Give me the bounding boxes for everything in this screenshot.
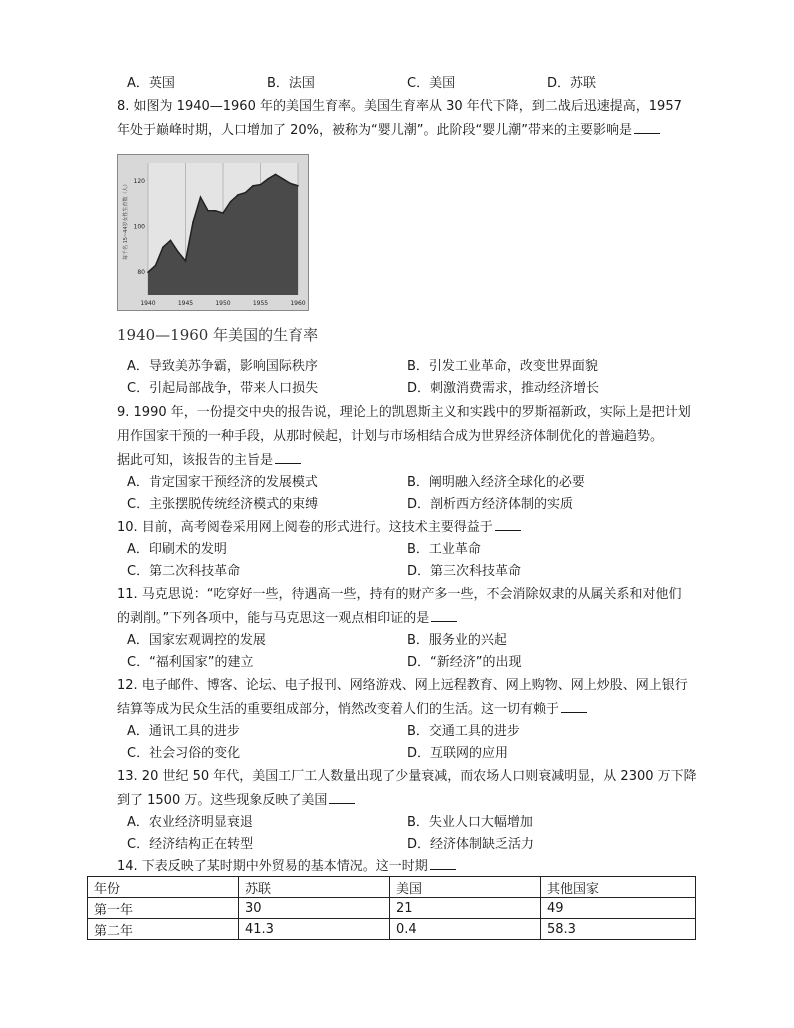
chart-data-point <box>275 174 277 176</box>
chart-data-point <box>162 246 164 248</box>
chart-data-point <box>200 196 202 198</box>
table-cell: 49 <box>541 898 696 919</box>
chart-data-point <box>297 185 299 187</box>
q10-option-b[interactable]: B．工业革命 <box>407 542 481 557</box>
q11-option-c[interactable]: C．“福利国家”的建立 <box>127 655 254 670</box>
q8-option-a[interactable]: A．导致美苏争霸，影响国际秩序 <box>127 359 318 374</box>
chart-data-point <box>260 184 262 186</box>
chart-data-point <box>237 194 239 196</box>
chart-data-point <box>282 178 284 180</box>
q7-option-d[interactable]: D．苏联 <box>547 76 597 91</box>
chart-svg <box>118 155 308 310</box>
q11-option-d[interactable]: D．“新经济”的出现 <box>407 655 522 670</box>
q10-option-d[interactable]: D．第三次科技革命 <box>407 564 522 579</box>
q9-option-b[interactable]: B．阐明融入经济全球化的必要 <box>407 475 585 490</box>
table-cell: 21 <box>390 898 541 919</box>
chart-caption: 1940—1960 年美国的生育率 <box>117 326 319 344</box>
q8-option-b[interactable]: B．引发工业革命，改变世界面貌 <box>407 359 598 374</box>
trade-table <box>87 876 696 940</box>
q9-option-c[interactable]: C．主张摆脱传统经济模式的束缚 <box>127 497 319 512</box>
q12-option-d[interactable]: D．互联网的应用 <box>407 746 509 761</box>
chart-xtick-label: 1940 <box>140 300 156 307</box>
q13-option-d[interactable]: D．经济体制缺乏活力 <box>407 837 535 852</box>
q8-stem-line2: 年处于巅峰时期，人口增加了 20%，被称为“婴儿潮”。此阶段“婴儿潮”带来的主要影响是 <box>117 120 660 142</box>
chart-ytick-label: 80 <box>137 269 145 277</box>
chart-data-point <box>155 265 157 267</box>
table-cell: 第二年 <box>88 919 239 940</box>
table-cell: 第一年 <box>88 898 239 919</box>
chart-data-point <box>252 185 254 187</box>
chart-ylabel: 每千名 15~44岁女性生育数（人） <box>123 181 129 260</box>
chart-data-point <box>177 251 179 253</box>
chart-data-point <box>215 210 217 212</box>
q9-option-a[interactable]: A．肯定国家干预经济的发展模式 <box>127 475 318 490</box>
q12-option-c[interactable]: C．社会习俗的变化 <box>127 746 241 761</box>
chart-data-point <box>245 192 247 194</box>
q12-option-a[interactable]: A．通讯工具的进步 <box>127 724 240 739</box>
q11-stem-line1: 11. 马克思说：“吃穿好一些，待遇高一些，持有的财产多一些，不会消除奴隶的从属关系和对他们 <box>117 587 682 602</box>
chart-data-point <box>290 183 292 185</box>
q8-option-d[interactable]: D．刺激消费需求，推动经济增长 <box>407 381 600 396</box>
chart-data-point <box>230 201 232 203</box>
table-row <box>88 919 696 940</box>
q13-option-a[interactable]: A．农业经济明显衰退 <box>127 815 253 830</box>
chart-data-point <box>192 221 194 223</box>
chart-data-point <box>185 260 187 262</box>
table-header-cell: 年份 <box>88 877 239 898</box>
q13-option-b[interactable]: B．失业人口大幅增加 <box>407 815 533 830</box>
answer-blank <box>495 518 521 531</box>
table-row <box>88 898 696 919</box>
q11-option-b[interactable]: B．服务业的兴起 <box>407 633 507 648</box>
q9-stem-line1: 9. 1990 年，一份提交中央的报告说，理论上的凯恩斯主义和实践中的罗斯福新政，实际上是把计划 <box>117 405 691 420</box>
answer-blank <box>634 121 660 134</box>
q7-option-c[interactable]: C．美国 <box>407 76 456 91</box>
table-cell: 0.4 <box>390 919 541 940</box>
table-cell: 41.3 <box>239 919 390 940</box>
q10-option-a[interactable]: A．印刷术的发明 <box>127 542 227 557</box>
chart-xtick-label: 1960 <box>290 300 306 307</box>
chart-xtick-label: 1945 <box>177 300 194 307</box>
answer-blank <box>431 609 457 622</box>
table-header-cell: 苏联 <box>239 877 390 898</box>
q7-option-b[interactable]: B．法国 <box>267 76 315 91</box>
q13-stem-line1: 13. 20 世纪 50 年代，美国工厂工人数量出现了少量衰减，而农场人口则衰减明显，从 2300 万下降 <box>117 769 697 784</box>
table-header-row <box>88 877 696 898</box>
table-cell: 58.3 <box>541 919 696 940</box>
chart-xtick-label: 1950 <box>215 300 231 307</box>
q9-stem-line2: 用作国家干预的一种手段，从那时候起，计划与市场相结合成为世界经济体制优化的普遍趋势。 <box>117 429 664 444</box>
chart-data-point <box>222 212 224 214</box>
answer-blank <box>430 857 456 870</box>
chart-data-point <box>267 178 269 180</box>
q10-stem-line1: 10. 目前，高考阅卷采用网上阅卷的形式进行。这技术主要得益于 <box>117 517 521 539</box>
q13-option-c[interactable]: C．经济结构正在转型 <box>127 837 254 852</box>
q8-option-c[interactable]: C．引起局部战争，带来人口损失 <box>127 381 319 396</box>
table-header-cell: 其他国家 <box>541 877 696 898</box>
q7-option-a[interactable]: A．英国 <box>127 76 175 91</box>
chart-data-point <box>147 271 149 273</box>
answer-blank <box>329 791 355 804</box>
answer-blank <box>275 451 301 464</box>
table-header-cell: 美国 <box>390 877 541 898</box>
chart-ytick-label: 120 <box>133 178 145 186</box>
birth-rate-chart <box>117 154 309 311</box>
q11-stem-line2: 的剥削。”下列各项中，能与马克思这一观点相印证的是 <box>117 608 457 630</box>
q11-option-a[interactable]: A．国家宏观调控的发展 <box>127 633 266 648</box>
table-cell: 30 <box>239 898 390 919</box>
q12-option-b[interactable]: B．交通工具的进步 <box>407 724 520 739</box>
q12-stem-line1: 12. 电子邮件、博客、论坛、电子报刊、网络游戏、网上远程教育、网上购物、网上炒股、网上银行 <box>117 678 688 693</box>
q10-option-c[interactable]: C．第二次科技革命 <box>127 564 241 579</box>
q12-stem-line2: 结算等成为民众生活的重要组成部分，悄然改变着人们的生活。这一切有赖于 <box>117 699 587 721</box>
chart-xtick-label: 1955 <box>252 300 269 307</box>
answer-blank <box>561 700 587 713</box>
chart-data-point <box>207 210 209 212</box>
q8-stem-line1: 8. 如图为 1940—1960 年的美国生育率。美国生育率从 30 年代下降，到二战后迅速提高，1957 <box>117 99 682 114</box>
chart-ytick-label: 100 <box>133 223 145 231</box>
q9-option-d[interactable]: D．剖析西方经济体制的实质 <box>407 497 574 512</box>
q13-stem-line2: 到了 1500 万。这些现象反映了美国 <box>117 790 355 812</box>
q14-stem-line1: 14. 下表反映了某时期中外贸易的基本情况。这一时期 <box>117 856 456 878</box>
q9-stem-line3: 据此可知，该报告的主旨是 <box>117 450 301 472</box>
chart-data-point <box>170 240 172 242</box>
